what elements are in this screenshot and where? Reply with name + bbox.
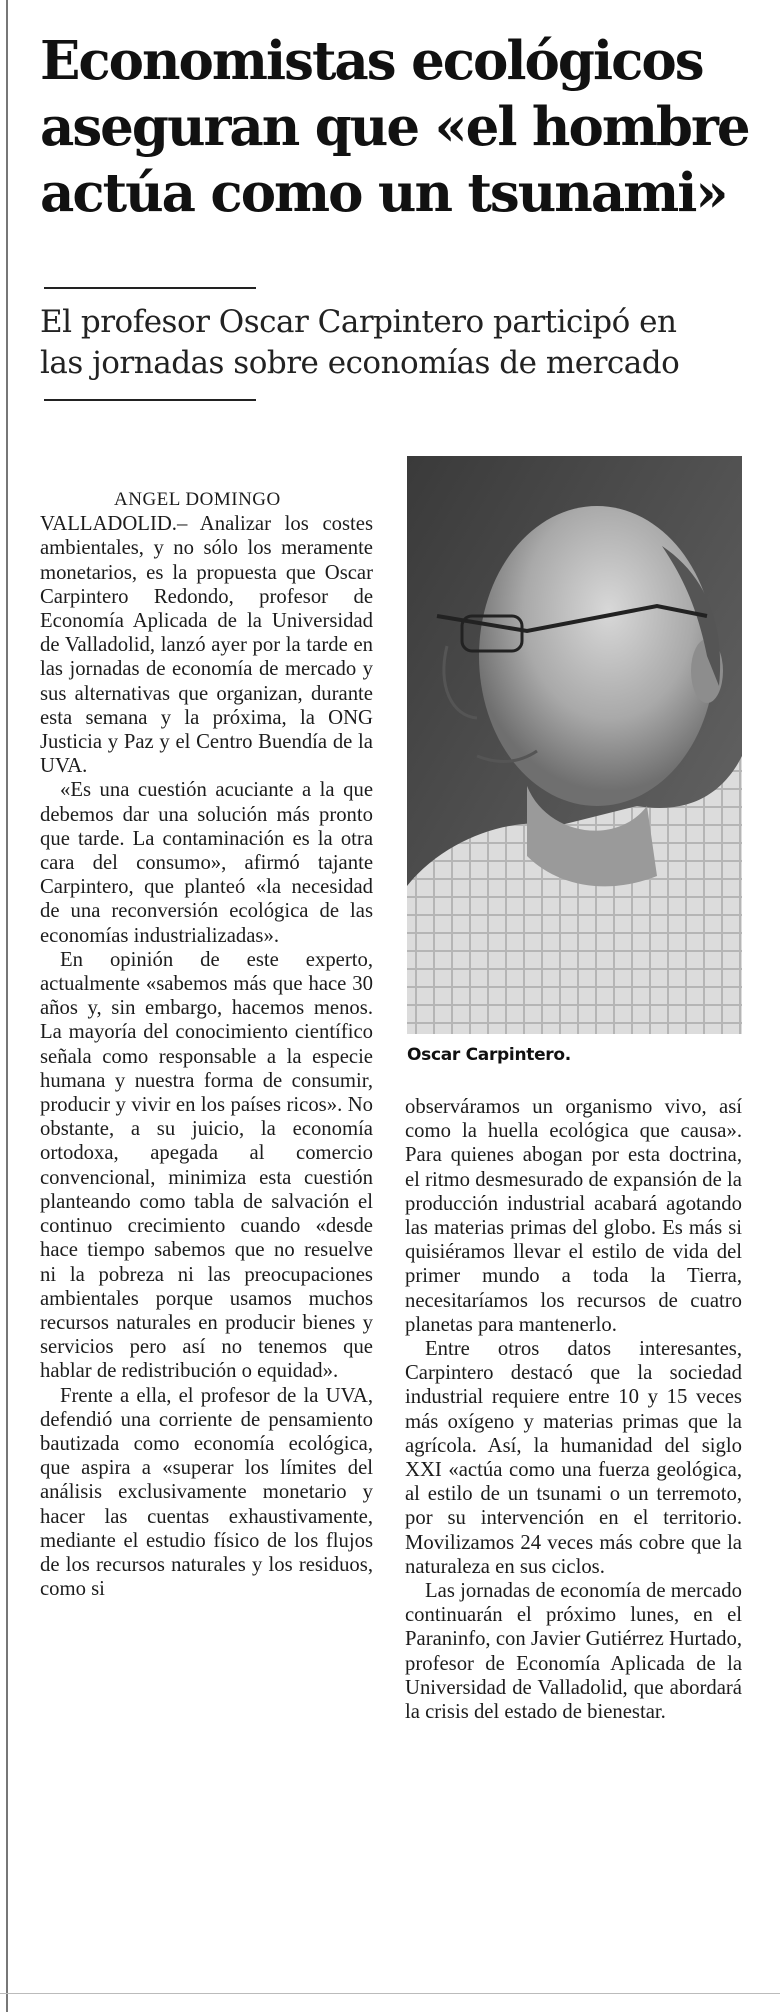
article-paragraph: Frente a ella, el profesor de la UVA, defendió una corriente de pensamiento bautizada como economía ecológica, que aspira a «superar los límites del análisis exclusivamente monetario y hacer las cuentas exhaustivamente, mediante el estudio físico de los flujos de los recursos naturales y los residuos, como si: [40, 1384, 373, 1601]
article-headline: [40, 28, 762, 226]
portrait-photo-icon: [407, 456, 742, 1034]
article-paragraph: Entre otros datos interesantes, Carpintero destacó que la sociedad industrial requiere entre 10 y 15 veces más oxígeno y materias primas que la agrícola. Así, la humanidad del siglo XXI «actúa como una fuerza geológica, al estilo de un tsunami o un terremoto, por su intervención en el territorio. Movilizamos 24 veces más cobre que la naturaleza en sus ciclos.: [405, 1338, 742, 1578]
subheadline-line: El profesor Oscar Carpintero participó en: [40, 304, 677, 340]
article-column-2: [405, 1095, 742, 1724]
article-subheadline: [40, 302, 760, 384]
article-paragraph: observáramos un organismo vivo, así como la huella ecológica que causa». Para quienes abogan por esta doctrina, el ritmo desmesurado de expansión de la producción industrial acabará agotando las materias primas del globo. Es más si quisiéramos llevar el estilo de vida del primer mundo a toda la Tierra, necesitaríamos los recursos de cuatro planetas para mantenerlo.: [405, 1096, 742, 1336]
page-bottom-rule: [0, 1993, 780, 1994]
byline: ANGEL DOMINGO: [114, 489, 281, 510]
headline-line: aseguran que «el hombre: [40, 96, 749, 158]
subheadline-line: las jornadas sobre economías de mercado: [40, 345, 680, 381]
page-border: [6, 0, 8, 2012]
headline-line: Economistas ecológicos: [40, 30, 703, 92]
article-column-1: [40, 488, 373, 1601]
subheadline-divider: [44, 399, 256, 401]
article-paragraph: Las jornadas de economía de mercado continuarán el próximo lunes, en el Paraninfo, con Javier Gutiérrez Hurtado, profesor de Economía Aplicada de la Universidad de Valladolid, que abordará la crisis del estado de bienestar.: [405, 1580, 742, 1724]
headline-divider: [44, 287, 256, 289]
article-paragraph: «Es una cuestión acuciante a la que debemos dar una solución más pronto que tarde. La contaminación es la otra cara del consumo», afirmó tajante Carpintero, que planteó «la necesidad de una reconversión ecológica de las economías industrializadas».: [40, 779, 373, 947]
article-paragraph: VALLADOLID.– Analizar los costes ambientales, y no sólo los meramente monetarios, es la propuesta que Oscar Carpintero Redondo, profesor de Economía Aplicada de la Universidad de Valladolid, lanzó ayer por la tarde en las jornadas de economía de mercado y sus alternativas que organizan, durante esta semana y la próxima, la ONG Justicia y Paz y el Centro Buendía de la UVA.: [40, 513, 373, 778]
photo-caption: Oscar Carpintero.: [407, 1045, 571, 1065]
article-paragraph: En opinión de este experto, actualmente «sabemos más que hace 30 años y, sin embargo, hacemos menos. La mayoría del conocimiento científico señala como responsable a la especie humana y nuestra forma de consumir, producir y vivir en los países ricos». No obstante, a su juicio, la economía ortodoxa, apegada al comercio convencional, minimiza esta cuestión planteando como tabla de salvación el continuo crecimiento cuando «desde hace tiempo sabemos que no resuelve ni la pobreza ni las preocupaciones ambientales porque usamos muchos recursos naturales en producir bienes y servicios pero así no tenemos que hablar de redistribución o equidad».: [40, 948, 373, 1383]
headline-line: actúa como un tsunami»: [40, 162, 727, 224]
